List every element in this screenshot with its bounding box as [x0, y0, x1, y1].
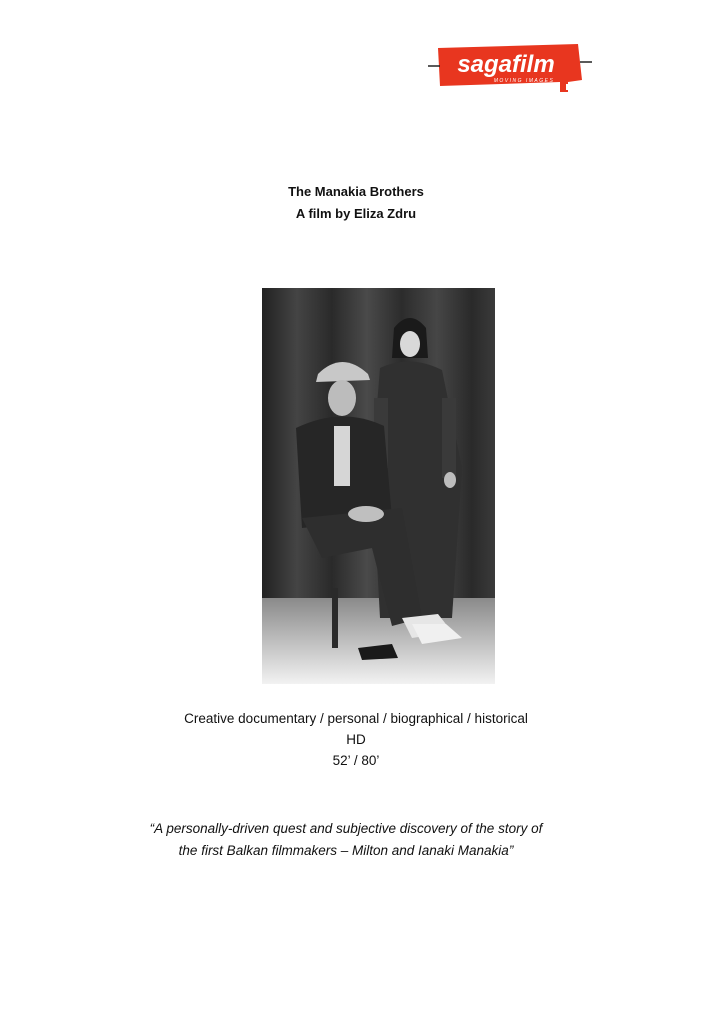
logo-wordmark: sagafilm	[457, 51, 555, 78]
photo-illustration	[262, 288, 495, 684]
sagafilm-logo-graphic	[428, 40, 592, 96]
sagafilm-logo	[428, 40, 592, 96]
quote-line-2: the first Balkan filmmakers – Milton and Ianaki Manakia”	[178, 843, 514, 858]
historic-couple-photo	[262, 288, 495, 684]
document-byline: A film by Eliza Zdru	[295, 206, 417, 221]
film-specs	[0, 708, 712, 771]
document-title: The Manakia Brothers	[288, 184, 424, 199]
format-line: HD	[346, 732, 366, 747]
duration-line: 52’ / 80’	[332, 753, 380, 768]
title-block	[0, 181, 712, 225]
logo-tagline: MOVING IMAGES	[493, 78, 555, 84]
quote-line-1: “A personally-driven quest and subjective discovery of the story of	[149, 821, 543, 836]
logline-quote	[0, 818, 692, 862]
genre-line: Creative documentary / personal / biographical / historical	[184, 711, 528, 726]
